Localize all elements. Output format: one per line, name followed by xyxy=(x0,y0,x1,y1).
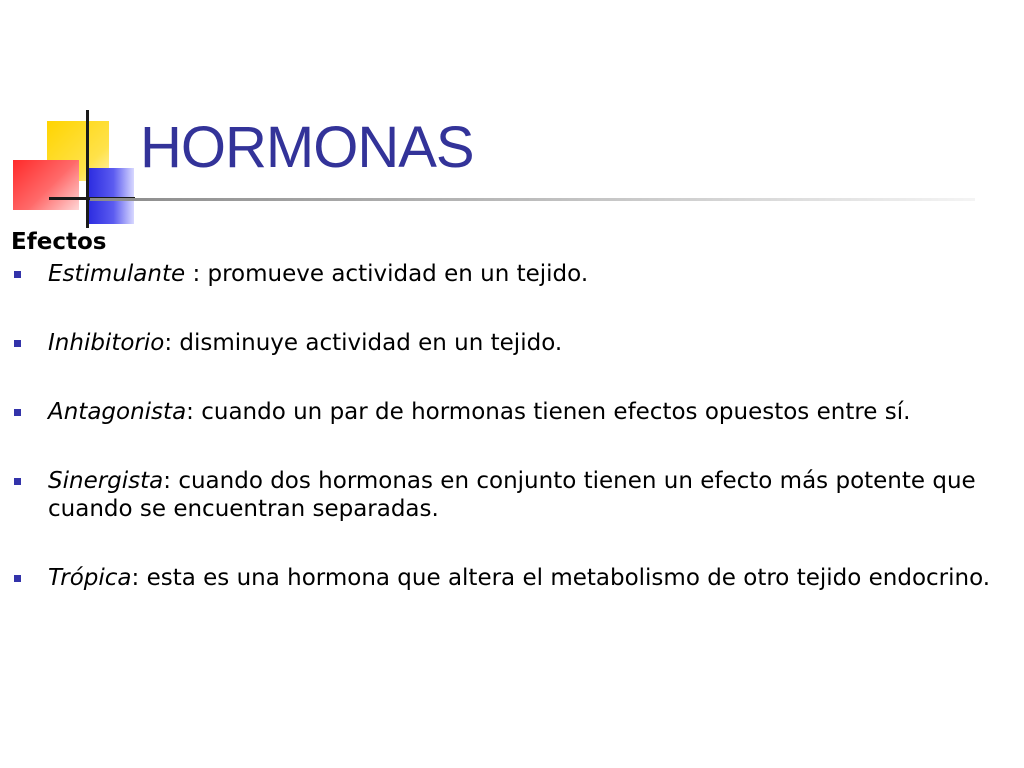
list-item xyxy=(11,398,1011,426)
bullet-text: : cuando dos hormonas en conjunto tienen un efecto más potente que cuando se encuentran separadas. xyxy=(48,468,976,522)
square-bullet-icon xyxy=(14,271,21,278)
decorative-blue-square xyxy=(88,168,134,224)
section-heading: Efectos xyxy=(11,229,107,255)
list-item xyxy=(11,329,1011,357)
bullet-term: Trópica xyxy=(48,565,132,591)
bullet-term: Estimulante xyxy=(48,261,186,287)
decorative-vertical-line xyxy=(86,110,89,228)
list-item xyxy=(11,260,1011,288)
square-bullet-icon xyxy=(14,478,21,485)
bullet-term: Antagonista xyxy=(48,399,187,425)
slide-content xyxy=(11,226,1011,633)
square-bullet-icon xyxy=(14,575,21,582)
bullet-text: : promueve actividad en un tejido. xyxy=(185,261,589,287)
bullet-list xyxy=(11,260,1011,592)
bullet-text: : esta es una hormona que altera el metabolismo de otro tejido endocrino. xyxy=(131,565,991,591)
square-bullet-icon xyxy=(14,409,21,416)
bullet-text: : cuando un par de hormonas tienen efectos opuestos entre sí. xyxy=(186,399,911,425)
list-item xyxy=(11,467,1011,523)
title-underline xyxy=(90,198,975,201)
list-item xyxy=(11,564,1011,592)
square-bullet-icon xyxy=(14,340,21,347)
bullet-term: Inhibitorio xyxy=(48,330,165,356)
decorative-red-square xyxy=(13,160,79,210)
bullet-text: : disminuye actividad en un tejido. xyxy=(164,330,563,356)
bullet-term: Sinergista xyxy=(48,468,164,494)
slide-title: HORMONAS xyxy=(140,115,474,180)
